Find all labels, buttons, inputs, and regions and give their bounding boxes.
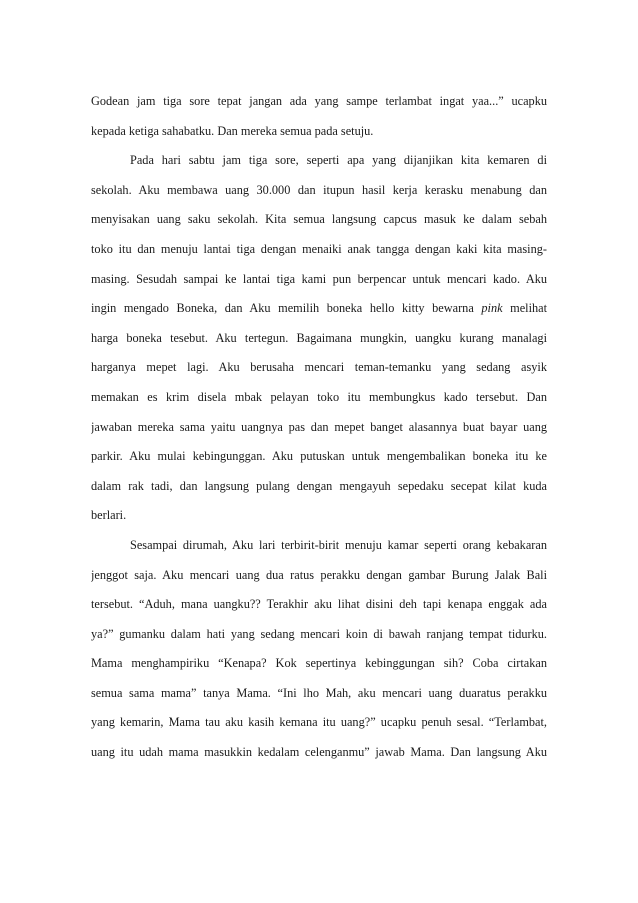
- text-line-content: ya?” gumanku dalam hati yang sedang mencari koin di bawah ranjang tempat tidurku.: [91, 626, 547, 641]
- text-line: [91, 353, 547, 383]
- text-line: [91, 442, 547, 472]
- italic-word: pink: [481, 301, 503, 316]
- text-line-content: ingin mengado Boneka, dan Aku memilih boneka hello kitty bewarna: [91, 301, 482, 316]
- text-line: [91, 383, 547, 413]
- text-line-content: menyisakan uang saku sekolah. Kita semua langsung capcus masuk ke dalam sebah: [91, 212, 547, 227]
- text-line-content: berlari.: [91, 508, 127, 523]
- text-line: [91, 205, 547, 235]
- text-line-content: dalam rak tadi, dan langsung pulang dengan mengayuh sepedaku secepat kilat kuda: [91, 478, 547, 493]
- text-line: [91, 531, 547, 561]
- text-line: [91, 176, 547, 206]
- text-line: [91, 501, 547, 531]
- text-line: [91, 620, 547, 650]
- text-line-content: memakan es krim disela mbak pelayan toko itu membungkus kado tersebut. Dan: [91, 389, 547, 404]
- text-line-content: harganya mepet lagi. Aku berusaha mencari teman-temanku yang sedang asyik: [91, 360, 547, 375]
- text-line-content: masing. Sesudah sampai ke lantai tiga kami pun berpencar untuk mencari kado. Aku: [91, 271, 547, 286]
- text-line: [91, 679, 547, 709]
- text-line: [91, 649, 547, 679]
- text-line-content: yang kemarin, Mama tau aku kasih kemana itu uang?” ucapku penuh sesal. “Terlambat,: [91, 715, 547, 730]
- text-line-content: jenggot saja. Aku mencari uang dua ratus perakku dengan gambar Burung Jalak Bali: [91, 567, 547, 582]
- text-line-content: semua sama mama” tanya Mama. “Ini lho Mah, aku mencari uang duaratus perakku: [91, 685, 547, 700]
- text-line: [91, 561, 547, 591]
- text-line-content: Mama menghampiriku “Kenapa? Kok sepertinya kebinggungan sih? Coba cirtakan: [91, 656, 547, 671]
- text-line: [91, 265, 547, 295]
- text-line: [91, 324, 547, 354]
- text-line: [91, 87, 547, 117]
- text-line-content: Sesampai dirumah, Aku lari terbirit-birit menuju kamar seperti orang kebakaran: [130, 537, 547, 552]
- text-line: [91, 590, 547, 620]
- text-line-content: kepada ketiga sahabatku. Dan mereka semua pada setuju.: [91, 123, 374, 138]
- text-line-content: toko itu dan menuju lantai tiga dengan menaiki anak tangga dengan kaki kita masing-: [91, 241, 547, 256]
- text-line-content: uang itu udah mama masukkin kedalam celenganmu” jawab Mama. Dan langsung Aku: [91, 745, 547, 760]
- text-line-content: jawaban mereka sama yaitu uangnya pas dan mepet banget alasannya buat bayar uang: [91, 419, 547, 434]
- text-line-continuation: melihat: [502, 301, 547, 316]
- text-line: [91, 413, 547, 443]
- text-line: [91, 738, 547, 768]
- text-line-content: tersebut. “Aduh, mana uangku?? Terakhir aku lihat disini deh tapi kenapa enggak ada: [91, 597, 547, 612]
- text-line: [91, 117, 547, 147]
- text-line-content: Pada hari sabtu jam tiga sore, seperti apa yang dijanjikan kita kemaren di: [130, 153, 547, 168]
- text-line-content: sekolah. Aku membawa uang 30.000 dan itupun hasil kerja kerasku menabung dan: [91, 182, 547, 197]
- text-line-content: parkir. Aku mulai kebingunggan. Aku putuskan untuk mengembalikan boneka itu ke: [91, 449, 547, 464]
- text-line: [91, 472, 547, 502]
- body-text: [91, 87, 547, 768]
- text-line: [91, 146, 547, 176]
- text-line-content: Godean jam tiga sore tepat jangan ada yang sampe terlambat ingat yaa...” ucapku: [91, 94, 547, 108]
- text-line: [91, 708, 547, 738]
- text-line-content: harga boneka tesebut. Aku tertegun. Bagaimana mungkin, uangku kurang manalagi: [91, 330, 547, 345]
- text-line: [91, 235, 547, 265]
- text-line: [91, 294, 547, 324]
